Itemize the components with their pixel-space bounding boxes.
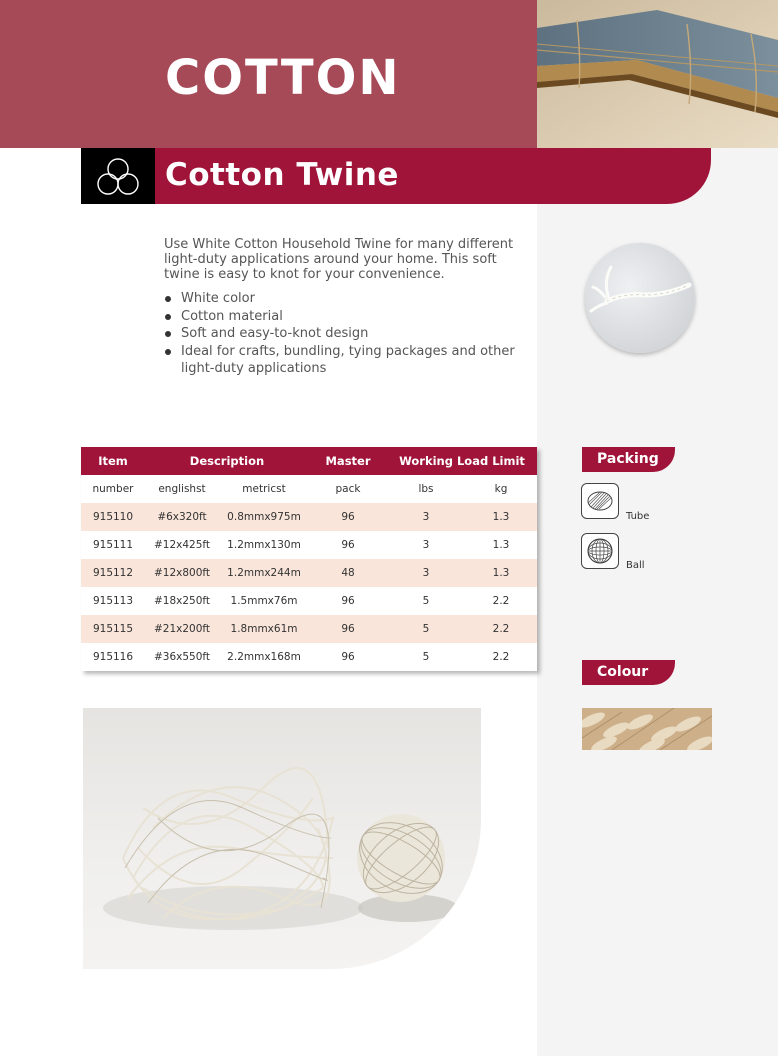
- table-row: [81, 559, 537, 587]
- product-photo: [83, 708, 481, 969]
- cell-kg: 2.2: [492, 595, 510, 607]
- cell-pack: 48: [309, 559, 387, 587]
- twine-closeup-photo: [585, 243, 695, 353]
- table-row: [81, 643, 537, 671]
- cell-number: 915113: [92, 595, 134, 607]
- cell-english: #21x200ft: [145, 615, 219, 643]
- ball-icon: [581, 533, 619, 569]
- packing-label-tube: Tube: [626, 511, 650, 522]
- cell-pack: 96: [341, 595, 355, 607]
- cell-kg: 2.2: [492, 651, 510, 663]
- cell-lbs: 3: [387, 559, 465, 587]
- cell-number: 915112: [81, 559, 145, 587]
- header-item: Item: [81, 447, 145, 475]
- cell-number: 915116: [92, 651, 134, 663]
- cell-lbs: 5: [422, 595, 430, 607]
- subheader-lbs: lbs: [387, 475, 465, 503]
- cell-metric: 1.2mmx244m: [219, 559, 309, 587]
- packing-label-ball: Ball: [626, 560, 645, 571]
- subheader-number: number: [81, 475, 145, 503]
- cell-metric: 1.2mmx130m: [227, 539, 301, 551]
- feature-item: Cotton material: [164, 308, 524, 326]
- cell-english: #12x425ft: [153, 539, 211, 551]
- subheader-english: englishst: [145, 475, 219, 503]
- cell-kg: 2.2: [465, 615, 537, 643]
- table-row: [81, 531, 537, 559]
- header-description: Description: [145, 447, 309, 475]
- cell-metric: 1.8mmx61m: [219, 615, 309, 643]
- category-banner: [0, 0, 537, 148]
- cell-metric: 0.8mmx975m: [219, 503, 309, 531]
- table-subheader-row: [81, 475, 537, 503]
- tube-icon: [581, 483, 619, 519]
- table-header-row: [81, 447, 537, 475]
- product-description: Use White Cotton Household Twine for many different light-duty applications around your home. This soft twine is easy to knot for your convenience.: [164, 237, 514, 282]
- cell-pack: 96: [341, 539, 355, 551]
- cell-kg: 1.3: [465, 559, 537, 587]
- feature-item: Ideal for crafts, bundling, tying packages and other light-duty applications: [164, 343, 524, 378]
- cell-metric: 1.5mmx76m: [230, 595, 298, 607]
- feature-item: White color: [164, 290, 524, 308]
- header-master: Master: [309, 447, 387, 475]
- colour-heading: Colour: [582, 660, 675, 685]
- cell-pack: 96: [309, 503, 387, 531]
- cell-lbs: 5: [422, 651, 430, 663]
- cell-english: #36x550ft: [153, 651, 211, 663]
- cell-number: 915111: [92, 539, 134, 551]
- cell-pack: 96: [309, 615, 387, 643]
- cell-english: #12x800ft: [145, 559, 219, 587]
- book-photo: [537, 0, 778, 148]
- header-working-load-limit: Working Load Limit: [387, 447, 537, 475]
- product-title: Cotton Twine: [165, 157, 399, 193]
- category-title: COTTON: [165, 50, 401, 106]
- twine-texture-icon: [582, 708, 712, 750]
- cell-kg: 1.3: [492, 539, 510, 551]
- cell-metric: 2.2mmx168m: [227, 651, 301, 663]
- subheader-metric: metricst: [219, 475, 309, 503]
- cell-lbs: 3: [422, 539, 430, 551]
- twine-pile-and-ball-icon: [83, 708, 481, 969]
- subheader-kg: kg: [465, 475, 537, 503]
- cell-english: #18x250ft: [153, 595, 211, 607]
- subheader-pack: pack: [309, 475, 387, 503]
- table-row: [81, 615, 537, 643]
- packing-heading: Packing: [582, 447, 675, 472]
- colour-swatch: [582, 708, 712, 750]
- table-row: [81, 503, 537, 531]
- twine-strand-icon: [585, 243, 695, 353]
- feature-list: [164, 290, 524, 378]
- cell-english: #6x320ft: [145, 503, 219, 531]
- three-circles-logo-icon: [81, 148, 155, 204]
- cell-lbs: 5: [387, 615, 465, 643]
- cell-kg: 1.3: [465, 503, 537, 531]
- spec-table: [81, 447, 537, 671]
- cell-number: 915115: [81, 615, 145, 643]
- cell-pack: 96: [341, 651, 355, 663]
- cell-lbs: 3: [387, 503, 465, 531]
- table-row: [81, 587, 537, 615]
- book-image-icon: [537, 0, 778, 148]
- cell-number: 915110: [81, 503, 145, 531]
- logo-box: [81, 148, 155, 204]
- feature-item: Soft and easy-to-knot design: [164, 325, 524, 343]
